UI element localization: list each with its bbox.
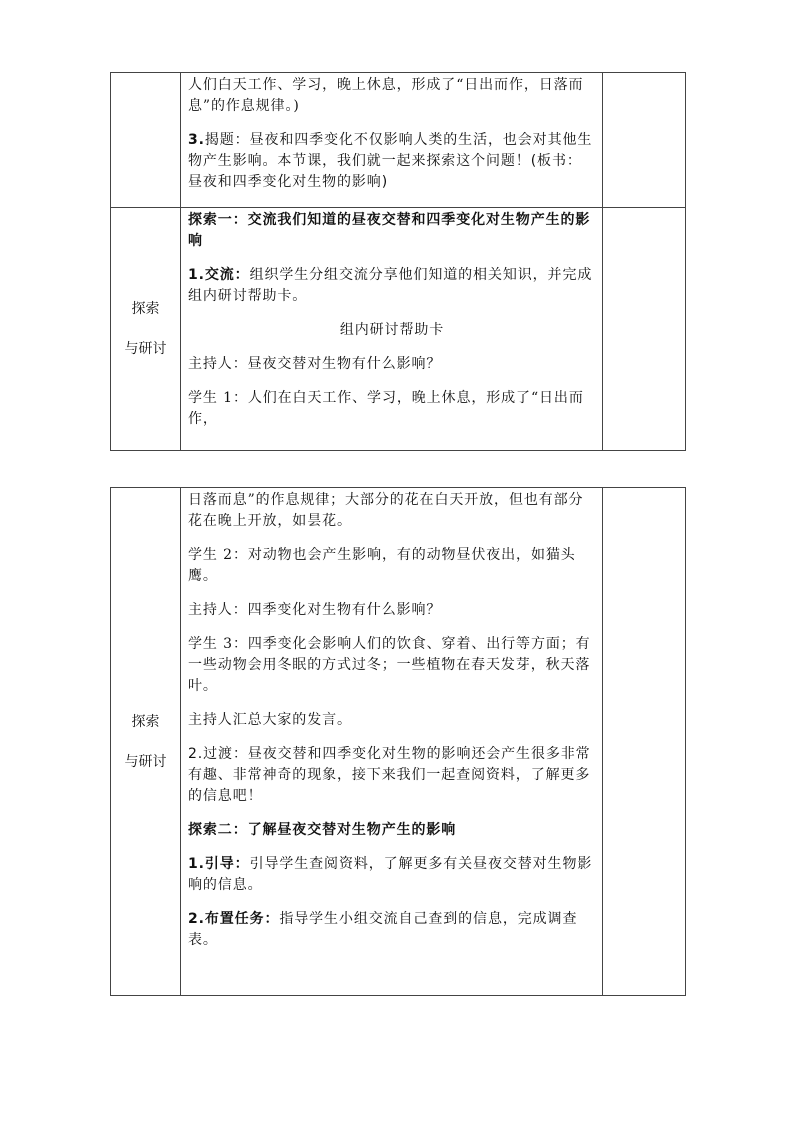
step1-paragraph [188, 265, 596, 307]
student1-text: 人们在白天工作、学习，晚上休息，形成了“日出而作， [188, 390, 584, 427]
notes-cell [603, 488, 686, 996]
student3-paragraph [188, 634, 596, 697]
step2-paragraph [188, 744, 596, 807]
step2-body: 昼夜交替和四季变化对生物的影响还会产生很多非常有趣、非常神奇的现象，接下来我们一起查阅资料，了解更多的信息吧！ [188, 746, 591, 804]
student2-text: 对动物也会产生影响，有的动物昼伏夜出，如猫头鹰。 [188, 547, 576, 584]
student1-paragraph [188, 388, 596, 430]
content-cell [181, 73, 603, 208]
side-label-line2: 与研讨 [124, 341, 167, 357]
host-summary: 主持人汇总大家的发言。 [188, 712, 352, 728]
host-question-2: 主持人：四季变化对生物有什么影响？ [188, 602, 442, 618]
table-row [111, 73, 686, 208]
student1-label: 学生 1： [188, 390, 248, 406]
side-label-cell [111, 208, 181, 451]
student1-continued: 日落而息”的作息规律；大部分的花在白天开放，但也有部分花在晚上开放，如昙花。 [188, 492, 584, 529]
student2-label: 学生 2： [188, 547, 248, 563]
step1-label: 1.交流： [188, 267, 250, 283]
side-label-line1: 探索 [131, 713, 160, 730]
side-label-cell [111, 73, 181, 208]
lesson-table-part-2 [110, 487, 686, 996]
explore1-heading: 探索一：交流我们知道的昼夜交替和四季变化对生物产生的影响 [188, 212, 591, 249]
side-label-line2: 与研讨 [124, 753, 167, 770]
table-row [111, 488, 686, 996]
student3-label: 学生 3： [188, 636, 248, 652]
side-label-line1: 探索 [131, 301, 160, 317]
guide-body: 引导学生查阅资料，了解更多有关昼夜交替对生物影响的信息。 [188, 856, 593, 893]
topic-number: 3. [188, 132, 205, 148]
topic-paragraph [188, 130, 596, 193]
table-row [111, 208, 686, 451]
intro-paragraph: 人们白天工作、学习，晚上休息，形成了“日出而作，日落而息”的作息规律。) [188, 77, 584, 114]
task-body: 指导学生小组交流自己查到的信息，完成调查表。 [188, 911, 578, 948]
host-question-1: 主持人：昼夜交替对生物有什么影响？ [188, 356, 442, 372]
explore2-heading: 探索二：了解昼夜交替对生物产生的影响 [188, 822, 457, 838]
student3-text: 四季变化会影响人们的饮食、穿着、出行等方面；有一些动物会用冬眠的方式过冬；一些植物在春天发芽，秋天落叶。 [188, 636, 591, 694]
notes-cell [603, 208, 686, 451]
card-title: 组内研讨帮助卡 [339, 322, 445, 338]
topic-title: 揭题： [204, 132, 250, 148]
topic-body: 昼夜和四季变化不仅影响人类的生活，也会对其他生物产生影响。本节课，我们就一起来探索这个问题！(板书：昼夜和四季变化对生物的影响) [188, 132, 593, 190]
lesson-table-part-1 [110, 72, 686, 451]
guide-paragraph [188, 854, 596, 896]
notes-cell [603, 73, 686, 208]
step1-body: 组织学生分组交流分享他们知道的相关知识，并完成组内研讨帮助卡。 [188, 267, 593, 304]
side-label-cell [111, 488, 181, 996]
guide-label: 1.引导： [188, 856, 250, 872]
task-label: 2.布置任务： [188, 911, 280, 927]
task-paragraph [188, 909, 596, 951]
student2-paragraph [188, 545, 596, 587]
content-cell [181, 488, 603, 996]
step2-label: 2.过渡： [188, 746, 248, 762]
content-cell [181, 208, 603, 451]
